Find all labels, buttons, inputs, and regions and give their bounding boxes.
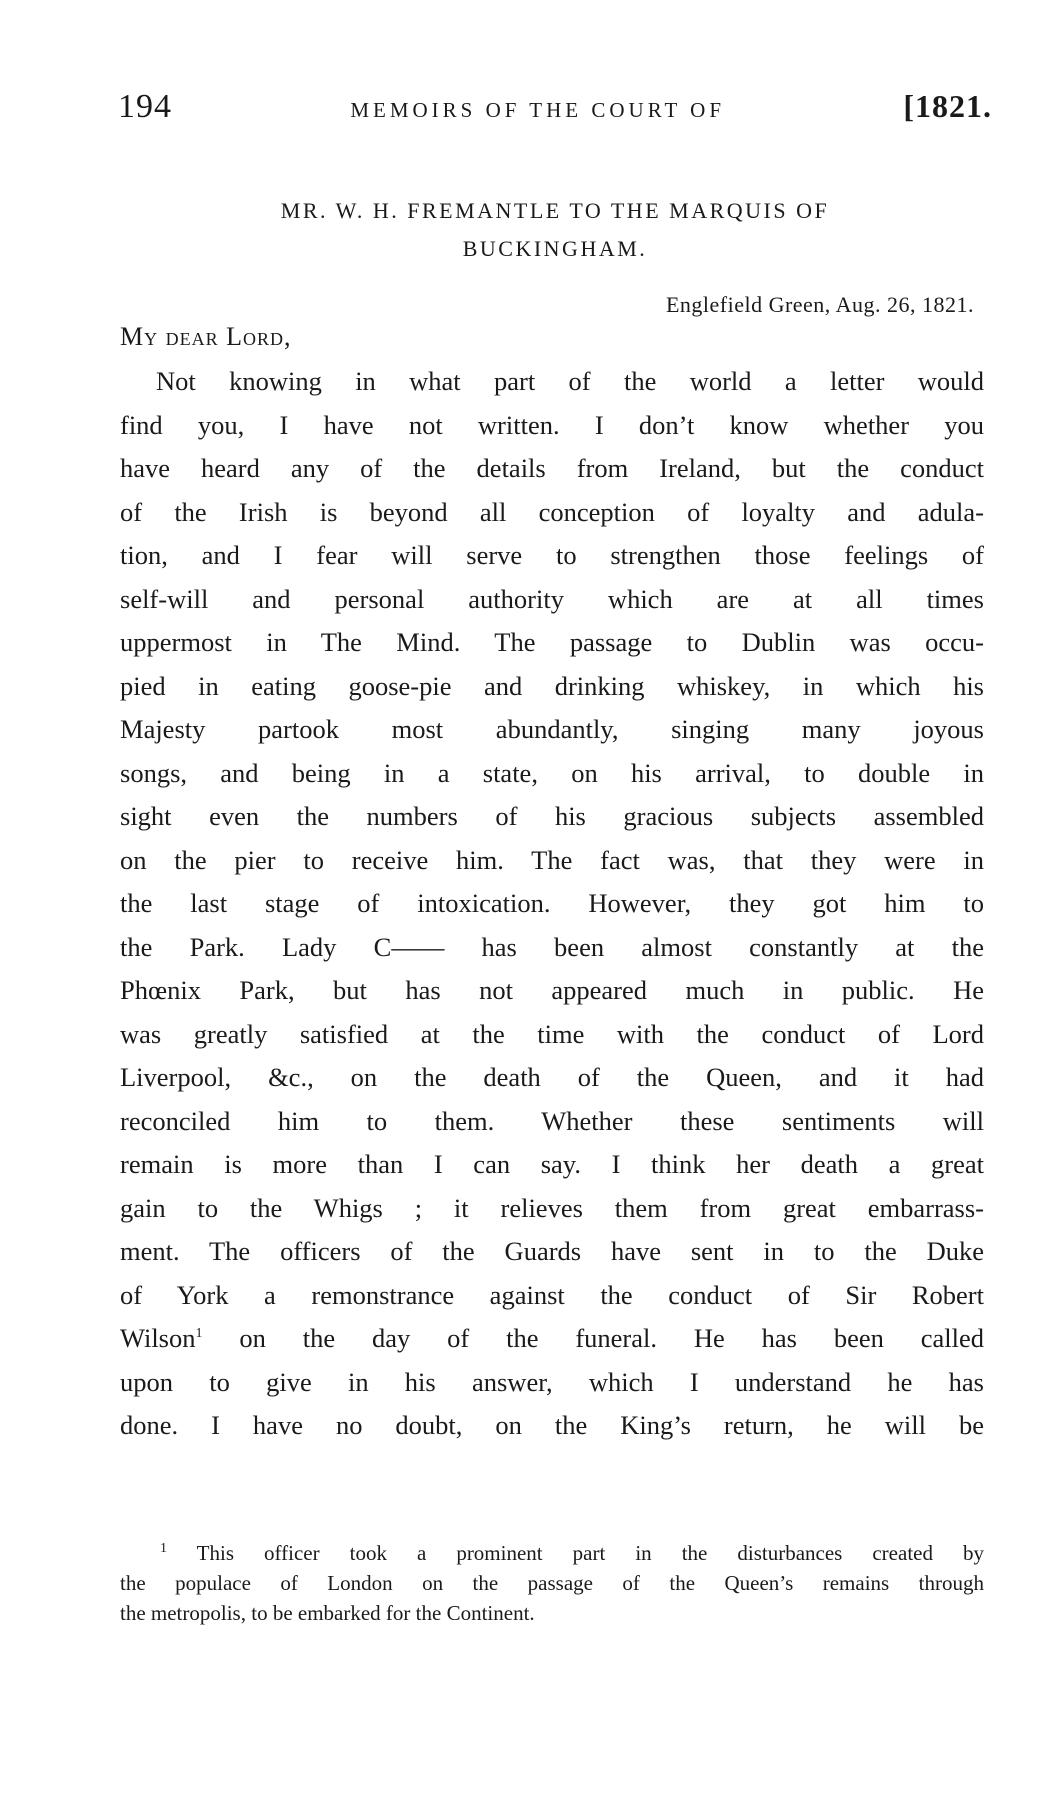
text-line-with-footnote (120, 1317, 984, 1361)
text-line: Not knowing in what part of the world a letter would (156, 366, 984, 396)
footnote-line (120, 1538, 984, 1568)
text-line: tion, and I fear will serve to strengthen those feelings of (120, 540, 984, 570)
text-line: was greatly satisfied at the time with the conduct of Lord (120, 1018, 984, 1049)
text-line: find you, I have not written. I don’t know whether you (120, 409, 984, 440)
footnote (120, 1538, 984, 1628)
text-line: sight even the numbers of his gracious subjects assembled (120, 801, 984, 831)
text-line: self-will and personal authority which are at all times (120, 583, 984, 614)
text-line: gain to the Whigs ; it relieves them from great embarrass- (120, 1192, 984, 1223)
text-line: ment. The officers of the Guards have sent in to the Duke (120, 1236, 984, 1266)
footnote-marker: 1 (160, 1541, 167, 1556)
letter-heading (150, 192, 960, 268)
running-header (118, 88, 992, 132)
text-line: have heard any of the details from Ireland, but the conduct (120, 453, 984, 483)
text-line: Phœnix Park, but has not appeared much in public. He (120, 975, 984, 1005)
text-line: Liverpool, &c., on the death of the Queen, and it had (120, 1062, 984, 1092)
footnote-text: This officer took a prominent part in the disturbances created by (196, 1541, 984, 1565)
text-line: remain is more than I can say. I think her death a great (120, 1149, 984, 1179)
text-line: the Park. Lady C—— has been almost constantly at the (120, 931, 984, 962)
text-line: of York a remonstrance against the conduct of Sir Robert (120, 1279, 984, 1310)
running-year: [1821. (903, 88, 992, 124)
text-line: done. I have no doubt, on the King’s return, he will be (120, 1410, 984, 1440)
text-fragment: Wilson (120, 1323, 196, 1353)
text-line: the last stage of intoxication. However, they got him to (120, 888, 984, 918)
letter-dateline: Englefield Green, Aug. 26, 1821. (665, 292, 974, 317)
text-line: reconciled him to them. Whether these sentiments will (120, 1105, 984, 1136)
text-fragment: on the day of the funeral. He has been called (239, 1323, 984, 1353)
letter-heading-line: BUCKINGHAM. (462, 236, 648, 261)
page-number: 194 (118, 88, 172, 125)
letter-salutation: My dear Lord, (120, 322, 292, 351)
text-line: pied in eating goose-pie and drinking whiskey, in which his (120, 670, 984, 701)
footnote-line: the populace of London on the passage of the Queen’s remains through (120, 1571, 984, 1595)
text-line: uppermost in The Mind. The passage to Dublin was occu- (120, 627, 984, 657)
text-line: on the pier to receive him. The fact was, that they were in (120, 844, 984, 875)
footnote-reference: 1 (195, 1326, 203, 1342)
text-line: of the Irish is beyond all conception of loyalty and adula- (120, 496, 984, 527)
text-line: songs, and being in a state, on his arrival, to double in (120, 757, 984, 788)
letter-heading-line: MR. W. H. FREMANTLE TO THE MARQUIS OF (280, 198, 830, 223)
letter-body (120, 360, 984, 1448)
running-title: MEMOIRS OF THE COURT OF (350, 98, 726, 122)
text-line: Majesty partook most abundantly, singing many joyous (120, 714, 984, 744)
text-line: upon to give in his answer, which I understand he has (120, 1366, 984, 1397)
footnote-line: the metropolis, to be embarked for the Continent. (120, 1601, 535, 1625)
